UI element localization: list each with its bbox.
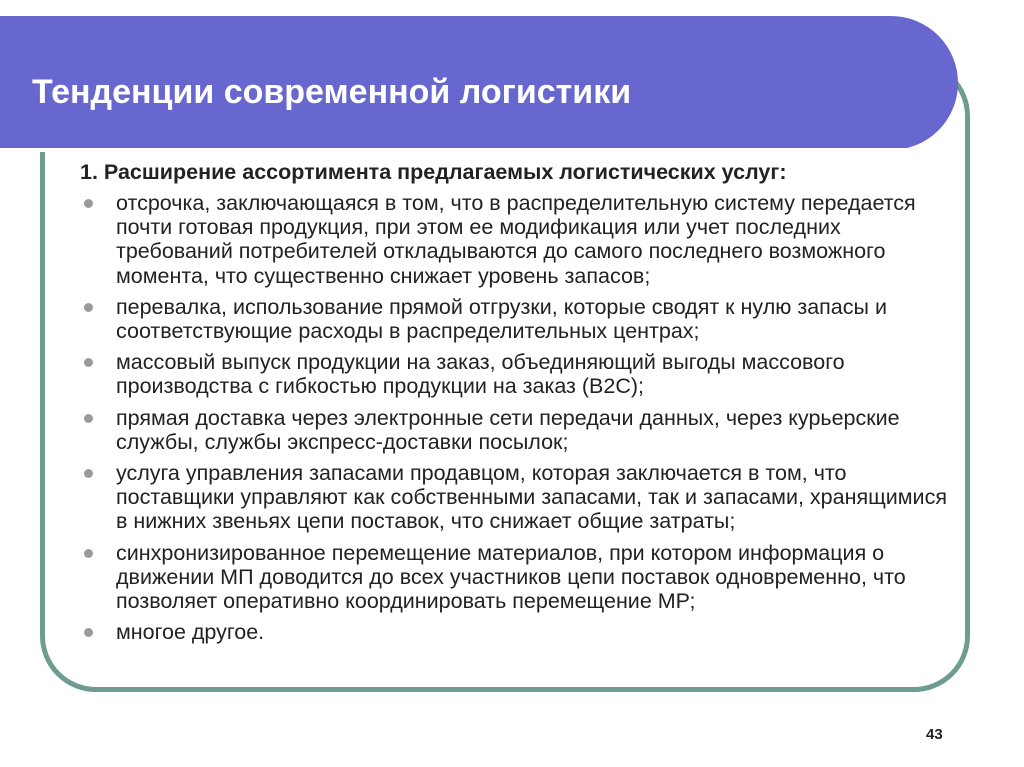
bullet-list [80,191,960,644]
title-underline [0,148,906,152]
bullet-item [80,295,960,343]
bullet-item [80,620,960,644]
bullet-dot-icon [84,199,93,208]
bullet-text: услуга управления запасами продавцом, которая заключается в том, что поставщики управляют как собственными запасами, так и запасами, хранящимися в нижних звеньях цепи поставок, что снижает общие затраты; [116,461,947,534]
bullet-item [80,541,960,614]
section-heading: 1. Расширение ассортимента предлагаемых логистических услуг: [80,160,787,184]
bullet-text: многое другое. [116,620,265,645]
bullet-dot-icon [84,469,93,478]
bullet-dot-icon [84,358,93,367]
bullet-text: прямая доставка через электронные сети передачи данных, через курьерские службы, службы экспресс-доставки посылок; [116,405,900,454]
bullet-text: отсрочка, заключающаяся в том, что в распределительную систему передается почти готовая продукция, при этом ее модификация или учет последних требований потребителей откладываются до самого последнего возможного момента, что существенно снижает уровень запасов; [116,191,916,288]
slide-title: Тенденции современной логистики [32,73,632,111]
title-bar [0,16,958,150]
bullet-item [80,406,960,454]
page-number: 43 [926,726,943,743]
bullet-item [80,191,960,288]
bullet-text: перевалка, использование прямой отгрузки, которые сводят к нулю запасы и соответствующие расходы в распределительных центрах; [116,294,887,344]
bullet-item [80,461,960,534]
bullet-dot-icon [84,628,93,637]
slide-body [80,159,960,651]
bullet-item [80,350,960,398]
bullet-text: синхронизированное перемещение материалов, при котором информация о движении МП доводится до всех участников цепи поставок одновременно, что позволяет оперативно координировать перемещение МР; [116,540,906,614]
bullet-dot-icon [84,549,93,558]
bullet-text: массовый выпуск продукции на заказ, объединяющий выгоды массового производства с гибкостью продукции на заказ (B2C); [116,350,845,399]
bullet-dot-icon [84,414,93,423]
bullet-dot-icon [84,303,93,312]
